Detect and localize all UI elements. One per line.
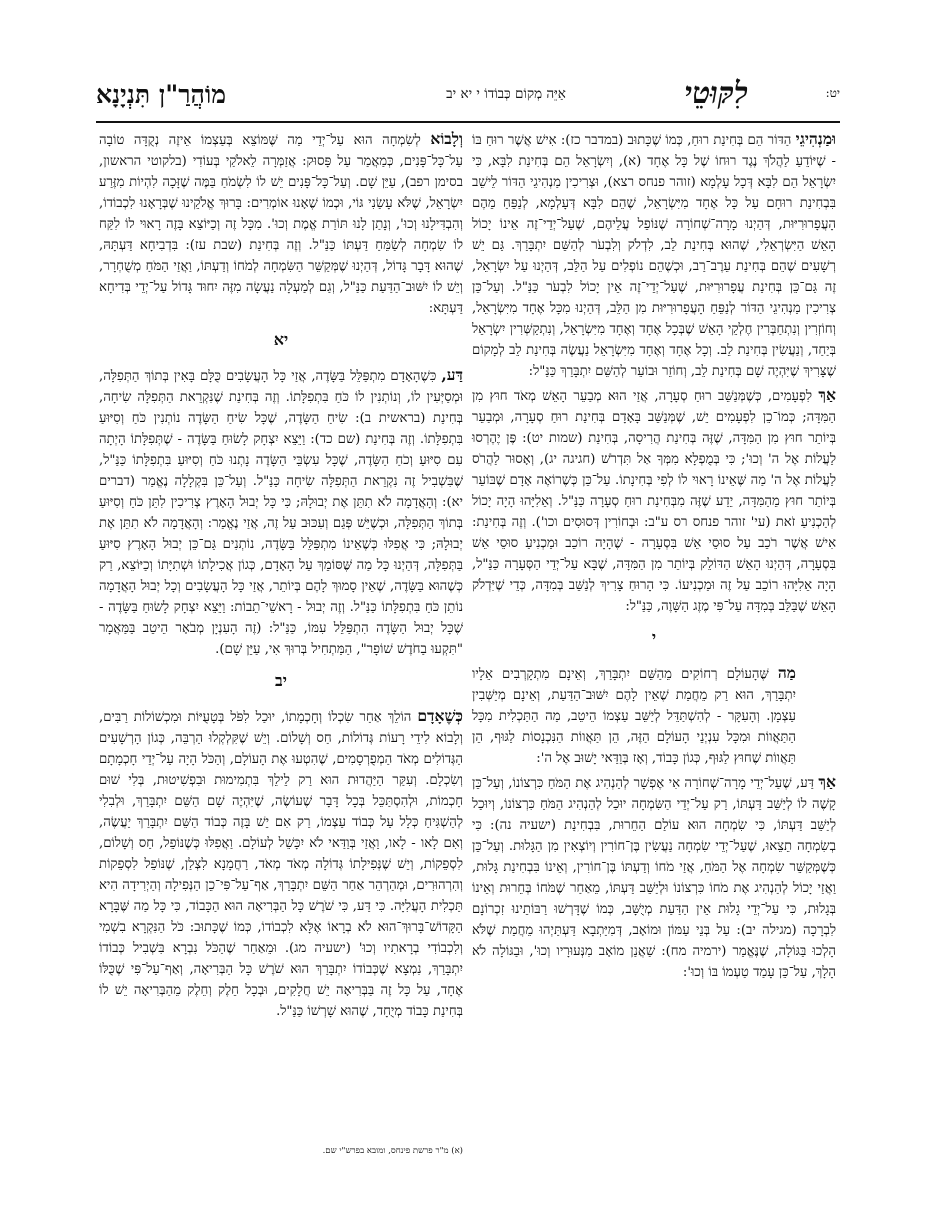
paragraph [99,128,463,319]
paragraph-lead-word: כְּשֶׁאָדָם [417,706,463,725]
book-title-right: לִקּוּטֵי [684,76,748,111]
paragraph-text: הוֹלֵךְ אַחַר שִׂכְלוֹ וְחָכְמָתוֹ, יוּכַל לִפֹּל בְּטָעֻיּוֹת וּמִכְשׁוֹלוֹת רַבִּים, וְלָבוֹא לִידֵי רָעוֹת גְּדוֹלוֹת, חַס וְשָׁלוֹם. וְיֵשׁ שֶׁקִּלְקְלוּ הַרְבֵּה, כְּגוֹן הָרְשָׁעִים הַגְּדוֹלִים מְאֹד הַמְפֻרְסָמִים, שֶׁהִטְעוּ אֶת הָעוֹלָם, וְהַכֹּל הָיָה עַל־יְדֵי חָכְמָתָם וְשִׂכְלָם. וְעִקַּר הַיַּהֲדוּת הוּא רַק לֵילֵךְ בִּתְמִימוּת וּבִפְשִׁיטוּת, בְּלִי שׁוּם חָכְמוֹת, וּלְהִסְתַּכֵּל בְּכָל דָּבָר שֶׁעוֹשֶׂה, שֶׁיִּהְיֶה שָׁם הַשֵּׁם יִתְבָּרַךְ, וּלְבִלִי לְהַשְׁגִּיחַ כְּלָל עַל כְּבוֹד עַצְמוֹ, רַק אִם יֵשׁ בָּזֶה כְּבוֹד הַשֵּׁם יִתְבָּרַךְ יַעֲשֶׂה, וְאִם לָאו - לָאו, וַאֲזַי בְּוַדַּאי לֹא יִכָּשֵׁל לְעוֹלָם. וַאֲפִלּוּ כְּשֶׁנּוֹפֵל, חַס וְשָׁלוֹם, לִסְפֵקוֹת, וְיֵשׁ שֶׁנְּפִילָתוֹ גְּדוֹלָה מְאֹד מְאֹד, רַחֲמָנָא לִצְלַן, שֶׁנּוֹפֵל לִסְפֵקוֹת וְהִרְהוּרִים, וּמְהַרְהֵר אַחַר הַשֵּׁם יִתְבָּרַךְ, אַף־עַל־פִּי־כֵן הַנְּפִילָה וְהַיְרִידָה הִיא תַּכְלִית הָעֲלִיָּה. כִּי דַּע, כִּי שֹׁרֶשׁ כָּל הַבְּרִיאָה הוּא הַכָּבוֹד, כִּי כָּל מַה שֶּׁבָּרָא הַקָּדוֹשׁ־בָּרוּךְ־הוּא לֹא בְרָאוֹ אֶלָּא לִכְבוֹדוֹ, כְּמוֹ שֶׁכָּתוּב: כֹּל הַנִּקְרָא בִשְׁמִי וְלִכְבוֹדִי בְרָאתִיו וְכוּ' (ישעיה מג). וּמֵאַחַר שֶׁהַכֹּל נִבְרָא בִּשְׁבִיל כְּבוֹדוֹ יִתְבָּרַךְ, נִמְצָא שֶׁכְּבוֹדוֹ יִתְבָּרַךְ הוּא שֹׁרֶשׁ כָּל הַבְּרִיאָה, וְאַף־עַל־פִּי שֶׁכֻּלּוֹ אֶחָד, עַל כָּל זֶה בַּבְּרִיאָה יֵשׁ חֲלָקִים, וּבְכָל חֵלֶק וְחֵלֶק מֵהַבְּרִיאָה יֵשׁ לוֹ בְּחִינַת כָּבוֹד מְיֻחָד, שֶׁהוּא שָׁרְשׁוֹ כַּנַּ"ל. [99,710,463,1019]
section-number: יב [275,671,287,690]
header-rule [96,121,840,123]
left-column [99,128,463,1024]
footnote: (א) מ"ר פרשת פינחס, ומובא בפרש"י שם. [322,1146,463,1156]
paragraph [472,384,836,617]
section-number: יא [273,330,289,349]
page-number: יט: [825,86,840,100]
paragraph [472,128,836,382]
paragraph-lead-word: וּמַנְהִיגֵי [795,129,836,148]
paragraph [472,771,836,983]
paragraph [99,705,463,1022]
paragraph-text: דַּע, שֶׁעַל־יְדֵי מָרָה־שְׁחוֹרָה אִי אֶפְשָׁר לְהַנְהִיג אֶת הַמֹּחַ כִּרְצוֹנוֹ, וְעַל־כֵּן קָשֶׁה לוֹ לְיַשֵּׁב דַּעְתּוֹ, רַק עַל־יְדֵי הַשִּׂמְחָה יוּכַל לְהַנְהִיג הַמֹּחַ כִּרְצוֹנוֹ, וְיוּכַל לְיַשֵּׁב דַּעְתּוֹ, כִּי שִׂמְחָה הוּא עוֹלַם הַחֵרוּת, בִּבְחִינַת (ישעיה נה): כִּי בְשִׂמְחָה תֵצֵאוּ, שֶׁעַל־יְדֵי שִׂמְחָה נַעֲשִׂין בֶּן־חוֹרִין וְיוֹצְאִין מִן הַגָּלוּת. וְעַל־כֵּן כְּשֶׁמְּקַשֵּׁר שִׂמְחָה אֶל הַמֹּחַ, אֲזַי מֹחוֹ וְדַעְתּוֹ בֶּן־חוֹרִין, וְאֵינוֹ בִּבְחִינַת גָּלוּת, וַאֲזַי יָכוֹל לְהַנְהִיג אֶת מֹחוֹ כִּרְצוֹנוֹ וּלְיַשֵּׁב דַּעְתּוֹ, מֵאַחַר שֶׁמֹּחוֹ בְּחֵרוּת וְאֵינוֹ בְּגָלוּת, כִּי עַל־יְדֵי גָלוּת אֵין הַדַּעַת מְיֻשָּׁב, כְּמוֹ שֶׁדָּרְשׁוּ רַבּוֹתֵינוּ זִכְרוֹנָם לִבְרָכָה (מגילה יב): עַל בְּנֵי עַמּוֹן וּמוֹאָב, דְּמִיַּתְבָא דַּעְתַּיְהוּ מֵחֲמַת שֶׁלֹּא הָלְכוּ בַּגּוֹלָה, שֶׁנֶּאֱמַר (ירמיה מח): שַׁאֲנַן מוֹאָב מִנְּעוּרָיו וְכוּ', וּבַגּוֹלָה לֹא הָלָךְ, עַל־כֵּן עָמַד טַעְמוֹ בּוֹ וְכוּ': [472,776,836,980]
book-title-left: מוֹהֲרַ"ן תִּנְיָנָא [96,80,227,109]
paragraph-text: לִפְעָמִים, כְּשֶׁמְּנַשֵּׁב רוּחַ סְעָרָה, אֲזַי הוּא מְבַעֵר הָאֵשׁ מְאֹד חוּץ מִן הַמִּדָּה; כְּמוֹ־כֵן לִפְעָמִים יֵשׁ, שֶׁמְּנַשֵּׁב בָּאָדָם בְּחִינַת רוּחַ סְעָרָה, וּמְבַעֵר בְּיוֹתֵר חוּץ מִן הַמִּדָּה, שֶׁזֶּה בְּחִינַת הֲרִיסָה, בְּחִינַת (שמות יט): פֶּן יֶהֶרְסוּ לַעֲלוֹת אֶל ה' וְכוּ'; כִּי בְּמֻפְלָא מִמְּךָ אַל תִּדְרֹשׁ (חגיגה יג), וְאָסוּר לַהֲרֹס לַעֲלוֹת אֶל ה' מַה שֶּׁאֵינוֹ רָאוּי לוֹ לְפִי בְּחִינָתוֹ. עַל־כֵּן כְּשֶׁרוֹאֶה אָדָם שֶׁבּוֹעֵר בְּיוֹתֵר חוּץ מֵהַמִּדָּה, יֵדַע שֶׁזֶּה מִבְּחִינַת רוּחַ סְעָרָה כַּנַּ"ל. וְאֵלִיָּהוּ הָיָה יָכוֹל לְהַכְנִיעַ זֹאת (עי' זוהר פנחס רס ע"ב: וּבְחוֹרִין דְּסוּסִים וכו'). וְזֶה בְּחִינַת: אִישׁ אֲשֶׁר רֹכֵב עַל סוּסֵי אֵשׁ בִּסְעָרָה - שֶׁהָיָה רוֹכֵב וּמַכְנִיעַ סוּסֵי אֵשׁ בִּסְעָרָה, דְּהַיְנוּ הָאֵשׁ הַדּוֹלֵק בְּיוֹתֵר מִן הַמִּדָּה, שֶׁבָּא עַל־יְדֵי הַסְּעָרָה כַּנַּ"ל, הָיָה אֵלִיָּהוּ רוֹכֵב עַל זֶה וּמַכְנִיעוֹ. כִּי הָרוּחַ צָרִיךְ לְנַשֵּׁב בְּמִדָּה, כְּדֵי שֶׁיִּדְלֹק הָאֵשׁ שֶׁבַּלֵּב בְּמִדָּה עַל־פִּי מֶזֶג הַשָּׁוֶה, כַּנַּ"ל: [472,389,836,614]
paragraph-text: כִּשֶׁהָאָדָם מִתְפַּלֵּל בַּשָּׂדֶה, אֲזַי כָּל הָעֲשָׂבִים כֻּלָּם בָּאִין בְּתוֹךְ הַתְּפִלָּה, וּמְסַיְּעִין לוֹ, וְנוֹתְנִין לוֹ כֹּחַ בִּתְפִלָּתוֹ. וְזֶה בְּחִינַת שֶׁנִּקְרֵאת הַתְּפִלָּה שִׂיחָה, בְּחִינַת (בראשית ב): שִׂיחַ הַשָּׂדֶה, שֶׁכָּל שִׂיחַ הַשָּׂדֶה נוֹתְנִין כֹּחַ וְסִיּוּעַ בִּתְפִלָּתוֹ. וְזֶה בְּחִינַת (שם כד): וַיֵּצֵא יִצְחָק לָשׂוּחַ בַּשָּׂדֶה - שֶׁתְּפִלָּתוֹ הָיְתָה עִם סִיּוּעַ וְכֹחַ הַשָּׂדֶה, שֶׁכָּל עִשְׂבֵּי הַשָּׂדֶה נָתְנוּ כֹּחַ וְסִיּוּעַ בִּתְפִלָּתוֹ כַּנַּ"ל, שֶׁבִּשְׁבִיל זֶה נִקְרֵאת הַתְּפִלָּה שִׂיחָה כַּנַּ"ל. וְעַל־כֵּן בִּקְלָלָה נֶאֱמַר (דברים יא): וְהָאֲדָמָה לֹא תִתֵּן אֶת יְבוּלָהּ; כִּי כָּל יְבוּל הָאָרֶץ צְרִיכִין לִתֵּן כֹּחַ וְסִיּוּעַ בְּתוֹךְ הַתְּפִלָּה, וּכְשֶׁיֵּשׁ פְּגַם וְעִכּוּב עַל זֶה, אֲזַי נֶאֱמַר: וְהָאֲדָמָה לֹא תִתֵּן אֶת יְבוּלָהּ; כִּי אֲפִלּוּ כְּשֶׁאֵינוֹ מִתְפַּלֵּל בַּשָּׂדֶה, נוֹתְנִים גַּם־כֵּן יְבוּל הָאָרֶץ סִיּוּעַ בַּתְּפִלָּה, דְּהַיְנוּ כָּל מַה שֶּׁסּוֹמֵךְ עַל הָאָדָם, כְּגוֹן אֲכִילָתוֹ וּשְׁתִיָּתוֹ וְכַיּוֹצֵא, רַק כְּשֶׁהוּא בַּשָּׂדֶה, שֶׁאֵין סָמוּךְ לָהֶם בְּיוֹתֵר, אֲזַי כָּל הָעֲשָׂבִים וְכָל יְבוּל הָאֲדָמָה נוֹתֵן כֹּחַ בִּתְפִלָּתוֹ כַּנַּ"ל. וְזֶה יְבוּל - רָאשֵׁי־תֵבוֹת: וַיֵּצֵא יִצְחָק לָשׂוּחַ בַּשָּׂדֶה - שֶׁכָּל יְבוּל הַשָּׂדֶה הִתְפַּלֵּל עִמּוֹ, כַּנַּ"ל: (זֶה הָעִנְיָן מְבֹאָר הֵיטֵב בַּמַּאֲמָר "תִּקְעוּ בַחֹדֶשׁ שׁוֹפָר", הַמַּתְחִיל בְּרוּךְ אִי, עַיֵּן שָׁם). [99,369,463,657]
paragraph-text: הַדּוֹר הֵם בְּחִינַת רוּחַ, כְּמוֹ שֶׁכָּתוּב (במדבר כז): אִישׁ אֲשֶׁר רוּחַ בּוֹ - שֶׁיּוֹדֵעַ לַהֲלֹךְ נֶגֶד רוּחוֹ שֶׁל כָּל אֶחָד (א), וְיִשְׂרָאֵל הֵם בְּחִינַת לִבָּא, כִּי יִשְׂרָאֵל הֵם לִבָּא דְּכָל עָלְמָא (זוהר פנחס רצא), וּצְרִיכִין מַנְהִיגֵי הַדּוֹר לֵישֵׁב בִּבְחִינַת רוּחָם עַל כָּל אֶחָד מִיִּשְׂרָאֵל, שֶׁהֵם לִבָּא דְּעָלְמָא, לְנַפֵּחַ מֵהֶם הָעֲפָרוּרִיּוּת, דְּהַיְנוּ מָרָה־שְׁחוֹרָה שֶׁנּוֹפֵל עֲלֵיהֶם, שֶׁעַל־יְדֵי־זֶה אֵינוֹ יָכוֹל הָאֵשׁ הַיִּשְׂרְאֵלִי, שֶׁהוּא בְּחִינַת לֵב, לִדְלֹק וְלִבְעֹר לְהַשֵּׁם יִתְבָּרַךְ. גַּם יֵשׁ רְשָׁעִים שֶׁהֵם בְּחִינַת עֵרֶב־רַב, וּכְשֶׁהֵם נוֹפְלִים עַל הַלֵּב, דְּהַיְנוּ עַל יִשְׂרָאֵל, זֶה גַּם־כֵּן בְּחִינַת עֲפָרוּרִיּוּת, שֶׁעַל־יְדֵי־זֶה אֵין יָכוֹל לִבְעֹר כַּנַּ"ל. וְעַל־כֵּן צְרִיכִין מַנְהִיגֵי הַדּוֹר לְנַפֵּחַ הָעֲפָרוּרִיּוּת מִן הַלֵּב, דְּהַיְנוּ מִכָּל אֶחָד מִיִּשְׂרָאֵל, וְחוֹזְרִין וְנִתְחַבְּרִין חֶלְקֵי הָאֵשׁ שֶׁבְּכָל אֶחָד וְאֶחָד מִיִּשְׂרָאֵל, וְנִתְקַשְּׁרִין יִשְׂרָאֵל בְּיַחַד, וְנַעֲשִׂין בְּחִינַת לֵב. וְכָל אֶחָד וְאֶחָד מִיִּשְׂרָאֵל נַעֲשֶׂה בְּחִינַת לֵב לְמָקוֹם שֶׁצָּרִיךְ שֶׁיִּהְיֶה שָׁם בְּחִינַת לֵב, וְחוֹזֵר וּבוֹעֵר לְהַשֵּׁם יִתְבָּרַךְ כַּנַּ"ל: [472,133,836,379]
paragraph-lead-word: וְלָבוֹא [430,129,463,148]
paragraph-lead-word: מַה [777,663,796,682]
paragraph-text: לְשִׂמְחָה הוּא עַל־יְדֵי מַה שֶּׁמּוֹצֵא בְּעַצְמוֹ אֵיזֶה נְקֻדָּה טוֹבָה עַל־כָּל־פָּנִים, כְּמַאֲמַר עַל פָּסוּק: אֲזַמְּרָה לֵאלֹקַי בְּעוֹדִי (בלקוטי הראשון, בסימן רפב), עַיֵּן שָׁם. וְעַל־כָּל־פָּנִים יֵשׁ לוֹ לִשְׂמֹחַ בַּמֶּה שֶׁזָּכָה לִהְיוֹת מִזֶּרַע יִשְׂרָאֵל, שֶׁלֹּא עָשַׂנִי גּוֹי, וּכְמוֹ שֶׁאָנוּ אוֹמְרִים: בָּרוּךְ אֱלֹקֵינוּ שֶׁבְּרָאָנוּ לִכְבוֹדוֹ, וְהִבְדִּילָנוּ וְכוּ', וְנָתַן לָנוּ תּוֹרַת אֱמֶת וְכוּ'. מִכָּל זֶה וְכַיּוֹצֵא בָּזֶה רָאוּי לוֹ לִקַּח לוֹ שִׂמְחָה לְשַׂמֵּחַ דַּעְתּוֹ כַּנַּ"ל. וְזֶה בְּחִינַת (שבת עז): בִּדְבִיחָא דַּעְתָּהּ, שֶׁהוּא דָּבָר גָּדוֹל, דְּהַיְנוּ שֶׁמְּקַשֵּׁר הַשִּׂמְחָה לְמֹחוֹ וְדַעְתּוֹ, וַאֲזַי הַמֹּחַ מְשֻׁחְרָר, וְיֵשׁ לוֹ יִשּׁוּב־הַדַּעַת כַּנַּ"ל, וְגַם לְמַעְלָה נַעֲשָׂה מִזֶּה יִחוּד גָּדוֹל עַל־יְדֵי בְּדִיחָא דַּעְתָּא: [99,133,463,316]
section-number: י [651,628,657,647]
paragraph-text: שֶּׁהָעוֹלָם רְחוֹקִים מֵהַשֵּׁם יִתְבָּרַךְ, וְאֵינָם מִתְקָרְבִים אֵלָיו יִתְבָּרַךְ, הוּא רַק מֵחֲמַת שֶׁאֵין לָהֶם יִשּׁוּב־הַדַּעַת, וְאֵינָם מְיַשְּׁבִין עַצְמָן. וְהָעִקָּר - לְהִשְׁתַּדֵּל לְיַשֵּׁב עַצְמוֹ הֵיטֵב, מַה הַתַּכְלִית מִכָּל הַתַּאֲווֹת וּמִכָּל עִנְיְנֵי הָעוֹלָם הַזֶּה, הֵן תַּאֲווֹת הַנִּכְנָסוֹת לַגּוּף, הֵן תַּאֲווֹת שֶׁחוּץ לַגּוּף, כְּגוֹן כָּבוֹד, וְאָז בְּוַדַּאי יָשׁוּב אֶל ה': [472,667,796,766]
right-column [472,128,836,985]
running-head-topic: אַיֵּה מְקוֹם כְּבוֹדוֹ י יא יב [446,86,566,102]
paragraph-lead-word: דַּע, [441,365,463,384]
paragraph [472,662,836,769]
paragraph-lead-word: אַךְ [818,385,836,404]
paragraph [99,364,463,660]
running-header [96,74,840,120]
paragraph-lead-word: אַךְ [818,772,836,791]
